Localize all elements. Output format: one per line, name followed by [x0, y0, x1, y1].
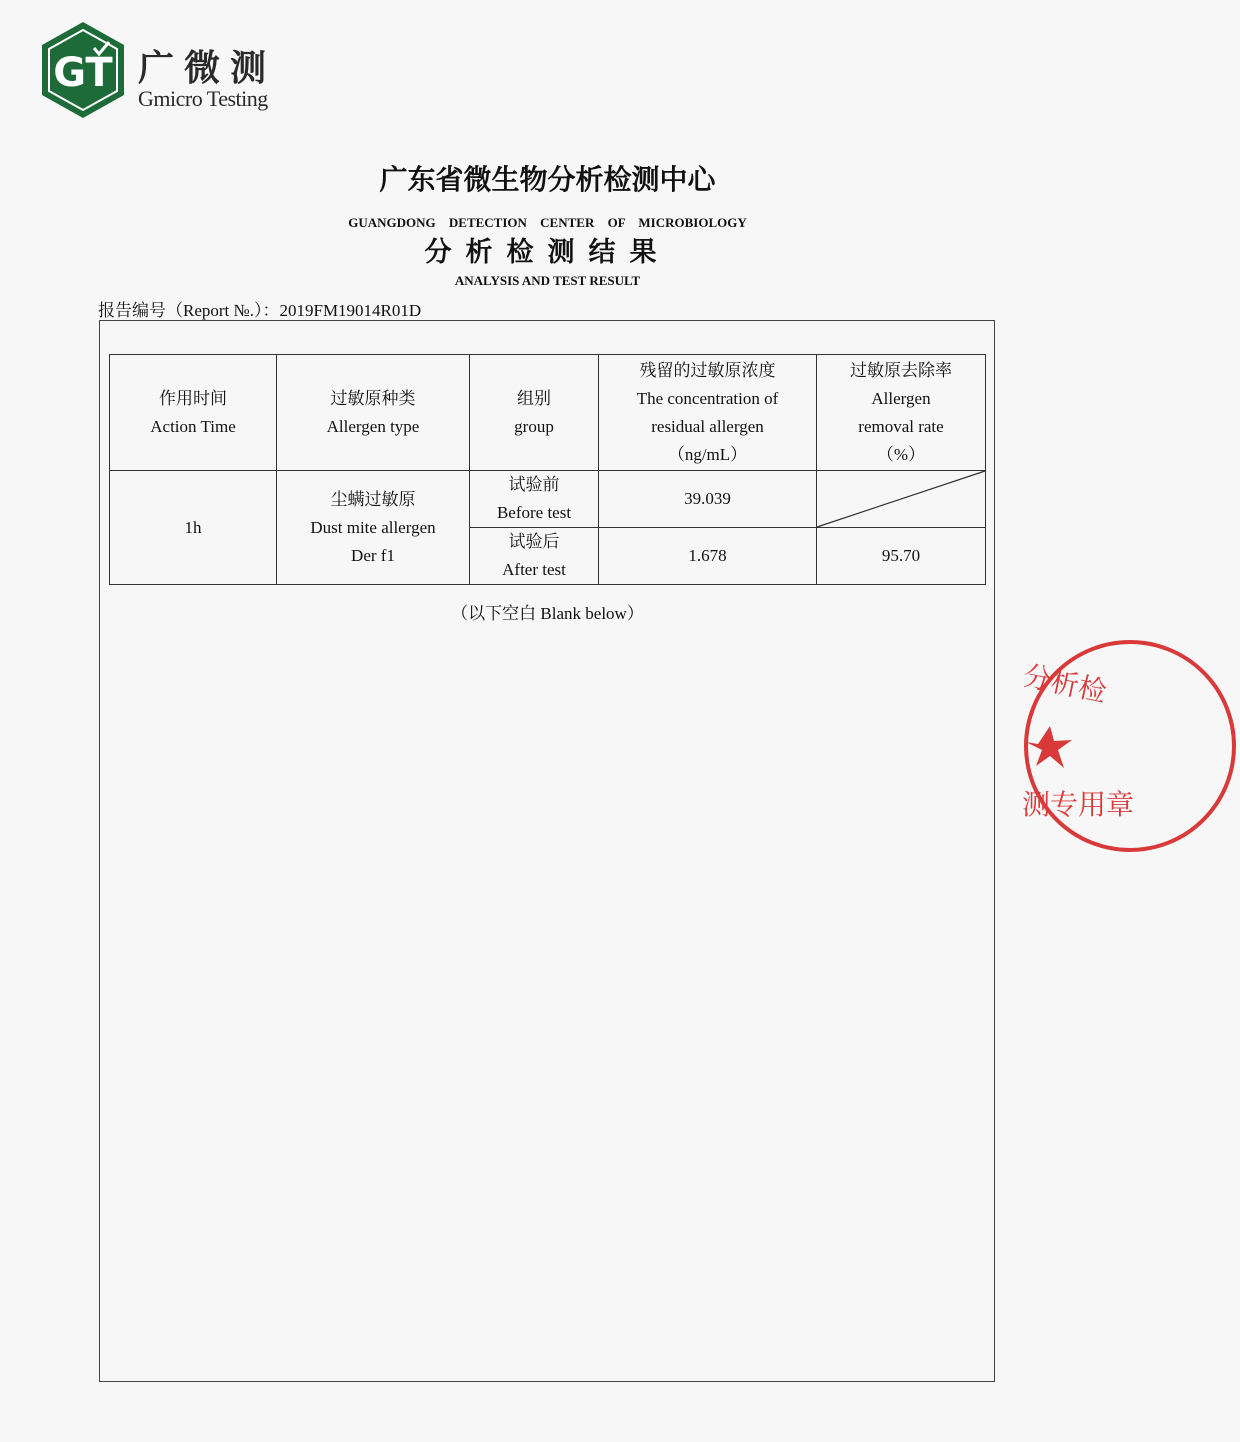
table-row-before [110, 471, 986, 528]
header-en-line1: The concentration of [636, 388, 779, 408]
removal-rate-empty-cell [817, 471, 986, 528]
allergen-name-cn: 尘螨过敏原 [330, 489, 416, 509]
result-table [109, 354, 986, 585]
header-unit: （%） [876, 444, 926, 464]
header-en: group [514, 416, 554, 436]
group-en: After test [502, 560, 566, 579]
brand-name-en: Gmicro Testing [138, 86, 268, 111]
header-en: Allergen type [326, 416, 420, 436]
brand-name-cn: 广微测 [138, 48, 277, 89]
blank-below-note: （以下空白 Blank below） [451, 604, 644, 623]
document-title-en: ANALYSIS AND TEST RESULT [454, 273, 641, 288]
header-concentration [599, 355, 817, 471]
report-number: 报告编号（Report №.）：2019FM19014R01D [98, 301, 422, 320]
header-cn: 过敏原去除率 [850, 360, 952, 380]
group-en: Before test [496, 503, 572, 522]
group-cn: 试验前 [508, 475, 560, 494]
header-en-line2: residual allergen [651, 416, 764, 436]
concentration-cell: 1.678 [599, 528, 817, 585]
group-cn: 试验后 [508, 532, 560, 551]
header-removal-rate [817, 355, 986, 471]
official-seal [1020, 636, 1135, 856]
seal-text-bottom: 测专用章 [1022, 788, 1135, 821]
table-header-row [110, 355, 986, 471]
header-group [470, 355, 599, 471]
seal-text-top: 分析检 [1020, 658, 1110, 709]
logo-mark-text: GT [53, 50, 113, 96]
allergen-cell [277, 471, 470, 585]
group-cell [470, 528, 599, 585]
concentration-cell: 39.039 [599, 471, 817, 528]
action-time-cell: 1h [110, 471, 277, 585]
header-unit: （ng/mL） [667, 444, 748, 464]
header-en-line1: Allergen [871, 388, 931, 408]
header-en: Action Time [150, 416, 236, 436]
header-action-time [110, 355, 277, 471]
header-cn: 残留的过敏原浓度 [639, 360, 776, 380]
header-cn: 组别 [517, 388, 551, 408]
header-allergen-type [277, 355, 470, 471]
organization-title-en: GUANGDONG DETECTION CENTER OF MICROBIOLOGY [348, 215, 747, 230]
header-cn: 过敏原种类 [330, 388, 416, 408]
allergen-code: Der f1 [351, 545, 395, 565]
allergen-name-en: Dust mite allergen [310, 517, 436, 537]
company-logo [38, 20, 128, 120]
header-cn: 作用时间 [159, 388, 227, 408]
removal-rate-cell: 95.70 [817, 528, 986, 585]
document-title-cn: 分析检测结果 [424, 237, 671, 268]
header-en-line2: removal rate [858, 416, 944, 436]
diagonal-slash [817, 471, 985, 527]
group-cell [470, 471, 599, 528]
organization-title-cn: 广东省微生物分析检测中心 [379, 163, 716, 196]
